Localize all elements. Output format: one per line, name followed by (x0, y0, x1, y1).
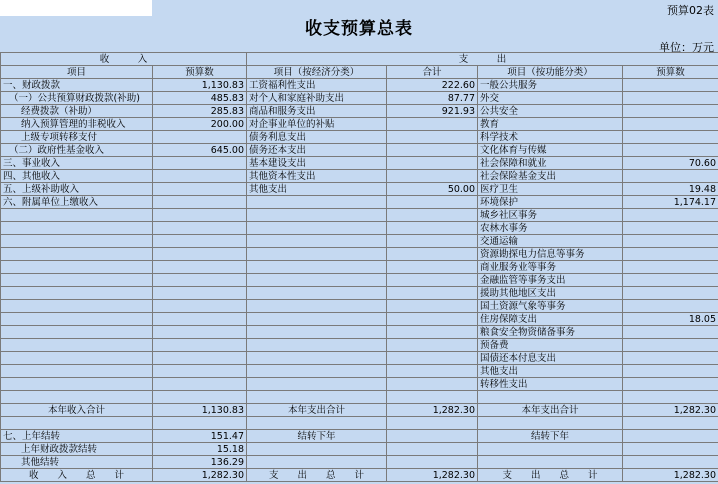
expense-func-item-cell: 转移性支出 (478, 378, 623, 391)
table-row (1, 222, 718, 235)
budget-rows (1, 79, 718, 391)
expense-func-budget-cell: 18.05 (623, 313, 718, 326)
year-expense-label: 本年支出合计 (247, 404, 387, 417)
expense-func-item-cell: 住房保障支出 (478, 313, 623, 326)
expense-total-cell: 921.93 (387, 105, 478, 118)
expense-econ-item-cell: 债务利息支出 (247, 131, 387, 144)
expense-total-cell (387, 131, 478, 144)
carryover-fiscal-value: 15.18 (153, 443, 247, 456)
carryover-label: 七、上年结转 (1, 430, 153, 443)
expense-func-budget-cell (623, 339, 718, 352)
expense-econ-item-cell (247, 339, 387, 352)
expense-func-item-cell: 科学技术 (478, 131, 623, 144)
year-total-row (1, 404, 718, 417)
table-row (1, 313, 718, 326)
report-header (0, 0, 718, 52)
col-header-budget: 预算数 (153, 66, 247, 79)
table-row (1, 79, 718, 92)
income-item-cell (1, 300, 153, 313)
expense-total-cell (387, 144, 478, 157)
expense-total-cell: 87.77 (387, 92, 478, 105)
income-item-cell: （二）政府性基金收入 (1, 144, 153, 157)
table-row (1, 261, 718, 274)
expense-total-cell (387, 352, 478, 365)
income-budget-cell: 200.00 (153, 118, 247, 131)
expense-func-item-cell: 国债还本付息支出 (478, 352, 623, 365)
income-budget-cell (153, 365, 247, 378)
expense-func-budget-cell (623, 235, 718, 248)
expense-func-item-cell: 援助其他地区支出 (478, 287, 623, 300)
income-item-cell (1, 235, 153, 248)
income-budget-cell (153, 313, 247, 326)
table-row (1, 274, 718, 287)
table-row (1, 144, 718, 157)
expense-total-cell (387, 378, 478, 391)
expense-econ-item-cell (247, 300, 387, 313)
expense-func-budget-cell (623, 287, 718, 300)
grand-func-value: 1,282.30 (623, 469, 718, 482)
income-budget-cell: 645.00 (153, 144, 247, 157)
carryover-fiscal-label: 上年财政拨款结转 (1, 443, 153, 456)
expense-func-item-cell: 医疗卫生 (478, 183, 623, 196)
expense-econ-item-cell (247, 326, 387, 339)
expense-func-budget-cell (623, 118, 718, 131)
income-budget-cell (153, 170, 247, 183)
expense-func-budget-cell (623, 144, 718, 157)
expense-func-item-cell: 交通运输 (478, 235, 623, 248)
expense-econ-item-cell (247, 248, 387, 261)
col-header-total: 合计 (387, 66, 478, 79)
expense-econ-item-cell (247, 365, 387, 378)
expense-total-cell (387, 339, 478, 352)
expense-econ-item-cell (247, 235, 387, 248)
expense-func-item-cell: 金融监管等事务支出 (478, 274, 623, 287)
expense-func-budget-cell (623, 300, 718, 313)
income-item-cell (1, 339, 153, 352)
carryover-value: 151.47 (153, 430, 247, 443)
expense-econ-item-cell: 工资福利性支出 (247, 79, 387, 92)
grand-income-value: 1,282.30 (153, 469, 247, 482)
income-budget-cell (153, 248, 247, 261)
year-income-value: 1,130.83 (153, 404, 247, 417)
expense-func-item-cell: 文化体育与传媒 (478, 144, 623, 157)
expense-func-budget-cell: 19.48 (623, 183, 718, 196)
table-row (1, 92, 718, 105)
expense-func-budget-cell (623, 274, 718, 287)
carryover-other-label: 其他结转 (1, 456, 153, 469)
income-item-cell: 一、财政拨款 (1, 79, 153, 92)
expense-func-item-cell: 其他支出 (478, 365, 623, 378)
table-row (1, 118, 718, 131)
carry-next-year-label: 结转下年 (247, 430, 387, 443)
expense-econ-item-cell (247, 313, 387, 326)
expense-func-budget-cell: 1,174.17 (623, 196, 718, 209)
expense-total-cell (387, 365, 478, 378)
income-item-cell: 五、上级补助收入 (1, 183, 153, 196)
expense-func-budget-cell (623, 261, 718, 274)
expense-func-budget-cell (623, 326, 718, 339)
expense-total-cell (387, 313, 478, 326)
table-row (1, 352, 718, 365)
table-row (1, 170, 718, 183)
income-budget-cell (153, 222, 247, 235)
grand-func-label: 支 出 总 计 (478, 469, 623, 482)
expense-func-budget-cell (623, 105, 718, 118)
expense-econ-item-cell (247, 209, 387, 222)
income-item-cell: 四、其他收入 (1, 170, 153, 183)
expense-econ-item-cell: 债务还本支出 (247, 144, 387, 157)
expense-econ-item-cell: 其他支出 (247, 183, 387, 196)
table-row (1, 378, 718, 391)
expense-total-cell (387, 235, 478, 248)
expense-func-item-cell: 国土资源气象等事务 (478, 300, 623, 313)
expense-econ-item-cell (247, 196, 387, 209)
expense-func-item-cell: 社会保险基金支出 (478, 170, 623, 183)
column-header-row (1, 66, 718, 79)
income-item-cell: 上级专项转移支付 (1, 131, 153, 144)
unit-label: 单位：万元 (659, 41, 714, 54)
expense-func-budget-cell (623, 378, 718, 391)
year-expense-value: 1,282.30 (387, 404, 478, 417)
expense-func-item-cell: 粮食安全物资储备事务 (478, 326, 623, 339)
expense-total-cell (387, 209, 478, 222)
income-item-cell (1, 209, 153, 222)
income-budget-cell (153, 274, 247, 287)
grand-income-label: 收 入 总 计 (1, 469, 153, 482)
income-budget-cell (153, 352, 247, 365)
table-row (1, 157, 718, 170)
expense-func-item-cell: 公共安全 (478, 105, 623, 118)
income-budget-cell (153, 183, 247, 196)
expense-group-header: 支 出 (247, 53, 718, 66)
year-income-label: 本年收入合计 (1, 404, 153, 417)
income-budget-cell (153, 196, 247, 209)
table-row (1, 105, 718, 118)
expense-func-budget-cell (623, 209, 718, 222)
expense-econ-item-cell (247, 287, 387, 300)
expense-total-cell: 50.00 (387, 183, 478, 196)
expense-econ-item-cell (247, 222, 387, 235)
expense-func-budget-cell (623, 170, 718, 183)
expense-econ-item-cell: 基本建设支出 (247, 157, 387, 170)
table-row (1, 300, 718, 313)
expense-econ-item-cell: 对个人和家庭补助支出 (247, 92, 387, 105)
spacer-row (1, 391, 718, 404)
expense-total-cell (387, 222, 478, 235)
income-budget-cell: 285.83 (153, 105, 247, 118)
table-row (1, 326, 718, 339)
year-func-label: 本年支出合计 (478, 404, 623, 417)
carryover-other-value: 136.29 (153, 456, 247, 469)
income-item-cell (1, 365, 153, 378)
income-item-cell: （一）公共预算财政拨款(补助) (1, 92, 153, 105)
table-row (1, 183, 718, 196)
income-budget-cell (153, 300, 247, 313)
income-budget-cell (153, 157, 247, 170)
income-item-cell (1, 222, 153, 235)
income-item-cell (1, 326, 153, 339)
income-item-cell (1, 287, 153, 300)
expense-func-budget-cell: 70.60 (623, 157, 718, 170)
carryover-row (1, 456, 718, 469)
table-row (1, 131, 718, 144)
group-header-row (1, 53, 718, 66)
expense-total-cell (387, 196, 478, 209)
income-group-header: 收 入 (1, 53, 247, 66)
expense-econ-item-cell (247, 274, 387, 287)
income-budget-cell (153, 339, 247, 352)
table-row (1, 235, 718, 248)
income-item-cell (1, 261, 153, 274)
table-row (1, 365, 718, 378)
income-budget-cell: 485.83 (153, 92, 247, 105)
col-header-func-budget: 预算数 (623, 66, 718, 79)
income-budget-cell (153, 287, 247, 300)
budget-table (0, 52, 718, 482)
expense-econ-item-cell: 对企事业单位的补贴 (247, 118, 387, 131)
expense-total-cell: 222.60 (387, 79, 478, 92)
expense-func-item-cell: 资源勘探电力信息等事务 (478, 248, 623, 261)
expense-total-cell (387, 326, 478, 339)
expense-total-cell (387, 287, 478, 300)
expense-func-budget-cell (623, 92, 718, 105)
expense-econ-item-cell: 商品和服务支出 (247, 105, 387, 118)
expense-total-cell (387, 261, 478, 274)
expense-func-budget-cell (623, 222, 718, 235)
table-row (1, 339, 718, 352)
income-budget-cell: 1,130.83 (153, 79, 247, 92)
expense-econ-item-cell (247, 261, 387, 274)
income-budget-cell (153, 235, 247, 248)
table-row (1, 287, 718, 300)
report-title: 收支预算总表 (305, 19, 413, 39)
carry-next-year-func-label: 结转下年 (478, 430, 623, 443)
expense-func-budget-cell (623, 248, 718, 261)
table-row (1, 248, 718, 261)
col-header-econ-item: 项目（按经济分类） (247, 66, 387, 79)
expense-econ-item-cell: 其他资本性支出 (247, 170, 387, 183)
grand-expense-label: 支 出 总 计 (247, 469, 387, 482)
income-item-cell (1, 248, 153, 261)
income-budget-cell (153, 326, 247, 339)
grand-expense-value: 1,282.30 (387, 469, 478, 482)
expense-func-item-cell: 城乡社区事务 (478, 209, 623, 222)
expense-func-budget-cell (623, 79, 718, 92)
income-item-cell: 纳入预算管理的非税收入 (1, 118, 153, 131)
income-item-cell: 三、事业收入 (1, 157, 153, 170)
col-header-item: 项目 (1, 66, 153, 79)
expense-total-cell (387, 274, 478, 287)
expense-func-item-cell: 一般公共服务 (478, 79, 623, 92)
spacer-row (1, 417, 718, 430)
expense-func-item-cell: 外交 (478, 92, 623, 105)
expense-func-item-cell: 预备费 (478, 339, 623, 352)
table-row (1, 196, 718, 209)
expense-total-cell (387, 248, 478, 261)
expense-func-budget-cell (623, 352, 718, 365)
carryover-row (1, 430, 718, 443)
income-budget-cell (153, 378, 247, 391)
expense-func-item-cell: 环境保护 (478, 196, 623, 209)
expense-func-item-cell: 教育 (478, 118, 623, 131)
expense-func-item-cell: 社会保障和就业 (478, 157, 623, 170)
expense-econ-item-cell (247, 352, 387, 365)
income-item-cell: 经费拨款（补助） (1, 105, 153, 118)
income-budget-cell (153, 261, 247, 274)
income-item-cell (1, 378, 153, 391)
income-budget-cell (153, 209, 247, 222)
expense-func-item-cell: 商业服务业等事务 (478, 261, 623, 274)
income-item-cell (1, 313, 153, 326)
income-item-cell (1, 352, 153, 365)
expense-econ-item-cell (247, 378, 387, 391)
form-number: 预算02表 (667, 4, 714, 17)
income-item-cell: 六、附属单位上缴收入 (1, 196, 153, 209)
expense-func-item-cell: 农林水事务 (478, 222, 623, 235)
expense-total-cell (387, 300, 478, 313)
expense-func-budget-cell (623, 131, 718, 144)
year-func-value: 1,282.30 (623, 404, 718, 417)
carryover-row (1, 443, 718, 456)
grand-total-row (1, 469, 718, 482)
col-header-func-item: 项目（按功能分类） (478, 66, 623, 79)
expense-total-cell (387, 157, 478, 170)
income-budget-cell (153, 131, 247, 144)
table-row (1, 209, 718, 222)
expense-total-cell (387, 118, 478, 131)
income-item-cell (1, 274, 153, 287)
expense-total-cell (387, 170, 478, 183)
expense-func-budget-cell (623, 365, 718, 378)
